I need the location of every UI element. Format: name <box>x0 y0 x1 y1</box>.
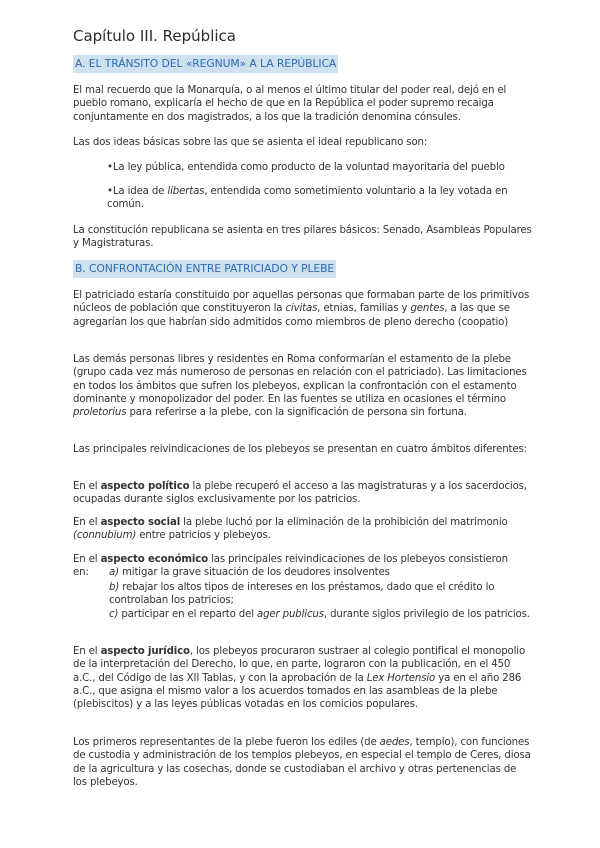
economico-item-a: a) mitigar la grave situación de los deudores insolventes <box>109 567 390 578</box>
term-aedes: aedes <box>379 737 410 748</box>
economico-en-label: en: <box>73 567 89 578</box>
section-heading-b: B. CONFRONTACIÓN ENTRE PATRICIADO Y PLEBE <box>73 260 336 278</box>
term-ager-publicus: ager publicus <box>257 609 324 620</box>
label-aspecto-juridico: aspecto jurídico <box>100 646 190 657</box>
economico-item-c: c) participar en el reparto del ager publicus, durante siglos privilegio de los patricios. <box>109 609 530 620</box>
term-civitas: civitas <box>285 303 318 315</box>
paragraph-ideas-basicas: Las dos ideas básicas sobre las que se asienta el ideal republicano son: <box>73 137 428 148</box>
paragraph-reivindicaciones: Las principales reivindicaciones de los plebeyos se presentan en cuatro ámbitos diferentes: <box>73 444 527 455</box>
bullet-ley-publica: •La ley pública, entendida como producto de la voluntad mayoritaria del pueblo <box>107 162 505 173</box>
paragraph-plebe: Las demás personas libres y residentes en Roma conformarían el estamento de la plebe (grupo cada vez más numeroso de personas en relación con el patriciado). Las limitaciones en todos los ámbitos que sufren los plebeyos, explican la confrontación con el estamento dominante y monopolizador del poder. En las fuentes se utiliza en ocasiones el término proletorius para referirse a la plebe, con la significación de persona sin fortuna. <box>73 354 527 419</box>
paragraph-constitucion: La constitución republicana se asienta en tres pilares básicos: Senado, Asambleas Populares y Magistraturas. <box>73 225 532 250</box>
chapter-title: Capítulo III. República <box>73 27 236 45</box>
section-heading-a: A. EL TRÁNSITO DEL «REGNUM» A LA REPÚBLICA <box>73 55 338 73</box>
paragraph-aspecto-social: En el aspecto social la plebe luchó por la eliminación de la prohibición del matrimonio (connubium) entre patricios y plebeyos. <box>73 517 508 542</box>
economico-item-b: b) rebajar los altos tipos de intereses en los préstamos, dado que el crédito lo controlaban los patricios; <box>109 582 495 607</box>
term-connubium: (connubium) <box>73 530 137 542</box>
label-aspecto-economico: aspecto económico <box>100 554 208 565</box>
term-proletorius: proletorius <box>73 407 127 419</box>
paragraph-aspecto-juridico: En el aspecto jurídico, los plebeyos procuraron sustraer al colegio pontifical el monopolio de la interpretación del Derecho, lo que, en parte, lograron con la publicación, en el 450 a.C., del Código de las XII Tablas, y con la aprobación de la Lex Hortensio ya en el año 286 a.C., que asigna el mismo valor a los acuerdos tomados en las asambleas de la plebe (plebiscitos) y a las leyes públicas votadas en los comicios populares. <box>73 646 526 711</box>
label-aspecto-social: aspecto social <box>100 517 181 528</box>
term-lex-hortensio: Lex Hortensio <box>366 672 436 684</box>
paragraph-monarquia: El mal recuerdo que la Monarquía, o al menos el último titular del poder real, dejó en el pueblo romano, explicaría el hecho de que en la República el poder supremo recaiga conjuntamente en dos magistrados, a los que la tradición denomina cónsules. <box>73 85 507 123</box>
paragraph-patriciado: El patriciado estaría constituido por aquellas personas que formaban parte de los primitivos núcleos de población que constituyeron la civitas, etnias, familias y gentes, a las que se agregarían los que habrían sido admitidos como miembros de pleno derecho (coopatio) <box>73 290 530 328</box>
paragraph-aspecto-politico: En el aspecto político la plebe recuperó el acceso a las magistraturas y a los sacerdocios, ocupadas durante siglos exclusivamente por los patricios. <box>73 481 527 506</box>
term-libertas: libertas <box>167 186 205 197</box>
paragraph-ediles: Los primeros representantes de la plebe fueron los ediles (de aedes, templo), con funciones de custodia y administración de los templos plebeyos, en especial el templo de Ceres, diosa de la agricultura y las cosechas, donde se custodiaban el archivo y otras pertenencias de los plebeyos. <box>73 737 531 788</box>
bullet-libertas: •La idea de libertas, entendida como sometimiento voluntario a la ley votada en común. <box>107 186 508 211</box>
term-gentes: gentes <box>410 303 445 315</box>
label-aspecto-politico: aspecto político <box>100 481 190 492</box>
paragraph-aspecto-economico: En el aspecto económico las principales reivindicaciones de los plebeyos consistieron <box>73 554 508 565</box>
